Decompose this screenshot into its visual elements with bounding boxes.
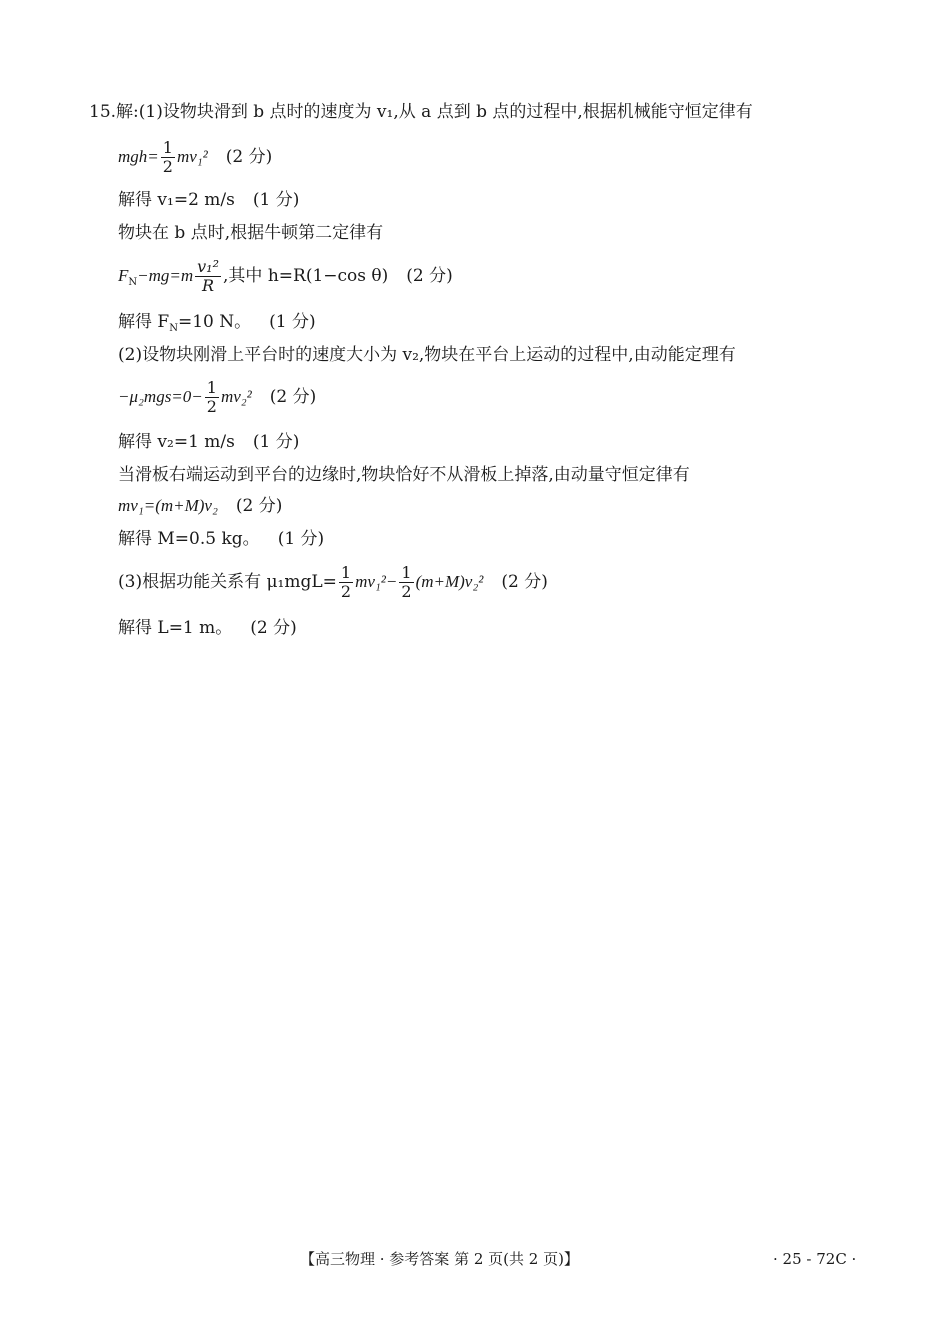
score-label: (2 分) [235,496,283,516]
score-label: (1 分) [252,432,300,452]
result-v2: 解得 v₂=1 m/s [118,432,235,452]
equation-work-energy-right: mv₂² [220,387,252,406]
solution-line-10 [118,464,690,486]
equation-energy-term-1: mv₁²− [355,572,398,591]
score-label: (1 分) [269,312,316,332]
solution-line-13 [118,564,548,601]
score-label: (2 分) [269,387,317,407]
fraction-half: $\frac{1}{2}$ [401,563,412,601]
momentum-intro: 当滑板右端运动到平台的边缘时,物块恰好不从滑板上掉落,由动量守恒定律有 [118,465,690,485]
result-length: 解得 L=1 m。 [118,618,233,638]
footer-code: · 25 - 72C · [773,1250,857,1268]
score-label: (1 分) [252,190,300,210]
fraction-half: $\frac{1}{2}$ [340,563,352,601]
solution-line-3 [118,189,299,211]
score-label: (2 分) [225,147,273,167]
solution-line-2 [118,139,272,176]
solution-line-14 [118,617,297,639]
score-label: (1 分) [277,529,325,549]
score-label: (2 分) [501,572,548,592]
newton-second-law-intro: 物块在 b 点时,根据牛顿第二定律有 [118,223,384,243]
equation-energy-left: mgh= [118,147,159,166]
equation-work-energy-left: −μ₂mgs=0− [118,387,203,406]
footer-title: 【高三物理 · 参考答案 第 2 页(共 2 页)】 [300,1250,579,1268]
height-relation: ,其中 h=R(1−cos θ) [223,266,389,286]
equation-force: −mg=m [137,266,194,285]
part-3-intro: (3)根据功能关系有 μ₁mgL= [118,572,337,592]
fraction-v1-over-r: $\frac{\text{v₁²}}{R}$ [197,257,220,295]
problem-15-intro: 15.解:(1)设物块滑到 b 点时的速度为 v₁,从 a 点到 b 点的过程中,根据机械能守恒定律有 [89,102,753,122]
equation-momentum: mv₁=(m+M)v₂ [118,496,218,515]
equation-energy-right: mv₁² [176,147,208,166]
result-fn-label: 解得 F [118,312,170,332]
result-v1: 解得 v₁=2 m/s [118,190,235,210]
solution-line-5: $F_N-mg=m$ $\frac{\text{v₁²}}{R}$ ,其中 h=R(1−cos θ) (2 分) [118,257,453,295]
solution-line-4 [118,222,383,244]
solution-line-12 [118,528,324,550]
fraction-half: $\frac{1}{2}$ [162,138,173,176]
solution-line-1 [89,101,753,123]
solution-line-11 [118,495,282,517]
result-fn-value: =10 N。 [177,312,252,332]
solution-line-8 [118,379,316,416]
score-label: (2 分) [250,618,297,638]
solution-line-6: 解得 $F_N=10$ N。 (1 分) [118,312,316,334]
part-2-intro: (2)设物块刚滑上平台时的速度大小为 v₂,物块在平台上运动的过程中,由动能定理有 [118,345,736,365]
solution-line-7 [118,344,736,366]
score-label: (2 分) [406,266,453,286]
equation-energy-term-2: (m+M)v₂² [415,572,484,591]
solution-line-9 [118,431,299,453]
result-mass: 解得 M=0.5 kg。 [118,529,260,549]
fraction-half: $\frac{1}{2}$ [206,378,217,416]
force-symbol: F [118,266,129,285]
